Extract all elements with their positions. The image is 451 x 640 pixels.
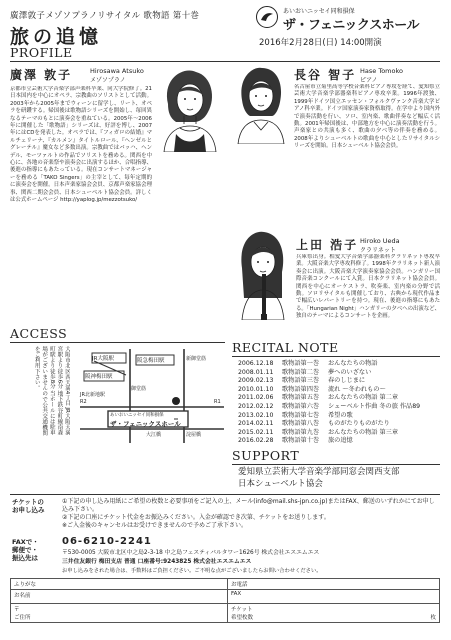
access-map xyxy=(74,345,226,445)
recital-row: 2015.02.11 歌物語第九巻 おんなたちの物語 第三章 xyxy=(238,428,399,436)
map-oebashi: 大江橋 xyxy=(146,432,162,438)
access-directions: 大阪市北区西天満4丁目 JR大阪天満宮駅より徒歩6分 地下鉄谷町線南森町駅より徒歩8分 当ホールには駐車場がございませんので公共交通機関をご利用下さい。 xyxy=(33,346,70,436)
address-field[interactable]: 〒 ご住所 xyxy=(11,604,228,623)
fax-field[interactable]: FAX xyxy=(228,590,440,604)
fax-label: FAXで・ 郵便で・ 振込先は xyxy=(12,538,39,562)
bank-account: 三井住友銀行 梅田支店 普通 口座番号:9243825 株式会社エスエムエス xyxy=(62,559,252,565)
performer-romaji-2: Hase Tomoko xyxy=(360,67,403,75)
portrait-hase xyxy=(232,64,290,144)
portrait-ueda xyxy=(232,228,292,320)
recital-row: 2009.02.13 歌物語第三巻 春のしじまに xyxy=(238,377,366,385)
performer-name-2: 長谷 智子 xyxy=(294,68,357,82)
order-form xyxy=(10,578,440,623)
map-yodoyabashi: 淀屋橋 xyxy=(186,432,202,438)
recital-list xyxy=(238,360,442,446)
recital-row: 2006.12.18 歌物語第一巻 おんなたちの物語 xyxy=(238,360,378,367)
performer-bio-1: 京都市立芸術大学音楽学部声楽科卒業、同大学院修了。21日本国内を中心にオペラ、宗教曲のソリストとして活動。2003年から2005年までウィーンに留学し、リート、オペラを研鑽する。帰国後は歌物語シリーズを開始し、毎回異なるテーマのもとに演奏会を重ねている。2005年〜2006年に開催した「歌物語」シリーズは、好評を博し、2007年にはCDを発表した。オペラでは、『フィガロの結婚』マルチェリーナ、『カルメン』タイトルロール、『ヘンゼルとグレーテル』魔女など多数出演。宗教曲ではバッハ、ヘンデル、モーツァルトの作品でソリストを務める。関西を中心に、各地の音楽祭や演奏会に出演するほか、合唱指導、後進の指導にもあたっている。現在コンサートマネージャーを務める「TAKO Singers」の主宰として、毎年定期的に演奏会を開催。日本声楽家協会会員、京都声楽家協会理事、関西二期会会員、日本シューベルト協会会員。詳しくは公式ホームページ http://yaplog.jp/mezzotsuko/ xyxy=(10,86,152,204)
map-hanshin: 阪神梅田駅 xyxy=(85,374,113,380)
portrait-hirosawa xyxy=(154,64,224,152)
order-text-3: ※ご入金後のキャンセルはお受けできませんので予めご了承下さい。 xyxy=(62,522,248,529)
performer-bio-3-part: 兵庫県出身。相愛大学音楽学部器楽科クラリネット専攻卒業。大阪音楽大学専攻科修了。1998年クラリネット新人演奏会に出演。大阪音楽大学演奏家協会会員。ハンガリー国際音楽コンクールにて入賞。日本クラリネット協会会員。関西を中心にオーケストラ、吹奏楽、室内楽の分野で活動。ソロリサイタルも開催しており、古典から現代作品まで幅広いレパートリーを持つ。現在、後進の指導にもあたる。「Hungarian Night」ハンガリーの夕べへの出演など、独自のテーマによるコンサートを企画。 xyxy=(296,254,440,320)
access-heading: ACCESS xyxy=(10,326,68,341)
name-field[interactable]: お名前 xyxy=(11,590,228,604)
concert-subtitle: 廣澤敦子メゾソプラノリサイタル 歌物語 第十巻 xyxy=(10,11,200,21)
performer-part-1: メゾソプラノ xyxy=(90,77,126,84)
recital-row: 2012.02.12 歌物語第六巻 シューベルト作曲 冬の旅 作品89 xyxy=(238,402,421,410)
venue-org: あいおいニッセイ同和損保 xyxy=(283,8,355,15)
map-hankyu: 阪急梅田駅 xyxy=(137,358,165,364)
furigana-field[interactable]: ふりがな xyxy=(11,579,228,590)
performer-romaji-3: Hiroko Ueda xyxy=(360,237,400,245)
recital-row: 2011.02.06 歌物語第五巻 おんなたちの物語 第二章 xyxy=(238,394,399,402)
recital-note-heading: RECITAL NOTE xyxy=(232,340,339,355)
recital-row: 2008.01.11 歌物語第二巻 夢へのいざない xyxy=(238,368,372,376)
map-jr-osaka: JR大阪駅 xyxy=(92,356,114,362)
map-hall-name: ザ・フェニックスホール xyxy=(110,420,181,428)
recital-row: 2013.02.10 歌物語第七巻 希望の歌 xyxy=(238,411,353,419)
concert-date: 2016年2月28日(日) 14:00開演 xyxy=(259,38,382,48)
map-kitashinchi: JR北新地駅 xyxy=(80,392,105,398)
order-text-2: ②下記の口座にチケット代金をお振込みください。入金が確認でき次第、チケットをお送りします。 xyxy=(62,514,330,521)
map-midosuji: 御堂筋 xyxy=(131,386,147,392)
performer-romaji-1: Hirosawa Atsuko xyxy=(90,67,144,75)
fax-number: 06-6210-2241 xyxy=(62,536,152,547)
recital-note-divider xyxy=(232,356,440,357)
concert-title: 旅の追憶 xyxy=(10,26,103,48)
performer-bio-2: 名古屋市立菊里高等学校音楽科ピアノ専攻を経て、愛知県立芸術大学音楽学部器楽科ピアノ専攻卒業。1996年渡独、1999年ドイツ国立エッセン・フォルクヴァンク音楽大学ピアノ科卒業。ドイツ国家演奏家資格取得。在学中より国内外で演奏活動を行い、ソロ、室内楽、歌曲伴奏など幅広く活動。2001年帰国後は、中部地方を中心に演奏活動を行う。声楽家との共演も多く、歌曲の夕べ等の伴奏を務める。2008年よりシューベルトの歌曲を中心としたリサイタルシリーズを開始。日本シューベルト協会会員。 xyxy=(294,84,440,150)
venue-name: ザ・フェニックスホール xyxy=(283,18,419,33)
recital-row: 2010.01.10 歌物語第四巻 流れ 〜冬われもの〜 xyxy=(238,385,386,393)
tel-field[interactable]: お電話 xyxy=(228,579,440,590)
support-divider xyxy=(232,464,440,465)
profile-divider xyxy=(10,61,440,62)
map-hall-org: あいおいニッセイ同和損保 xyxy=(110,413,164,418)
access-divider xyxy=(10,342,225,343)
support-line-2: 日本シューベルト協会 xyxy=(238,479,323,489)
mail-address: 〒530-0005 大阪市北区中之島2-3-18 中之島フェスティバルタワー1626号 株式会社エスエムエス xyxy=(62,550,320,556)
phoenix-bird-icon xyxy=(257,7,277,27)
order-label: チケットの お申し込み xyxy=(12,498,45,514)
performer-part-3: クラリネット xyxy=(360,247,396,254)
recital-row: 2014.02.11 歌物語第八巻 ものがたりものがたり xyxy=(238,420,390,428)
support-heading: SUPPORT xyxy=(232,448,300,463)
tickets-divider xyxy=(10,494,440,495)
fee-note: お申し込みをされた場合は、手数料はご負担ください。ご不明な点がございましたらお問い合わせください。 xyxy=(62,568,322,574)
phoenix-hall-logo xyxy=(256,6,278,28)
ticket-count-field[interactable]: チケット 希望枚数 枚 xyxy=(228,604,440,623)
support-line-1: 愛知県立芸術大学音楽学部同窓会関西支部 xyxy=(238,467,400,477)
map-r1: R1 xyxy=(214,399,221,405)
performer-name-3: 上田 浩子 xyxy=(296,238,359,252)
recital-row: 2016.02.28 歌物語第十巻 旅の追憶 xyxy=(238,437,353,445)
performer-part-2: ピアノ xyxy=(360,77,378,84)
map-shinmido: 新御堂筋 xyxy=(186,356,207,362)
map-r2: R2 xyxy=(80,399,87,405)
performer-name-1: 廣澤 敦子 xyxy=(10,68,73,82)
order-text-1: ①下記の申し込み用紙にご希望の枚数と必要事項をご記入の上、メール(info@mail.shs-jpn.co.jp)またはFAX、郵送のいずれかにてお申し込み下さい。 xyxy=(62,498,435,513)
profile-heading: PROFILE xyxy=(10,45,73,60)
